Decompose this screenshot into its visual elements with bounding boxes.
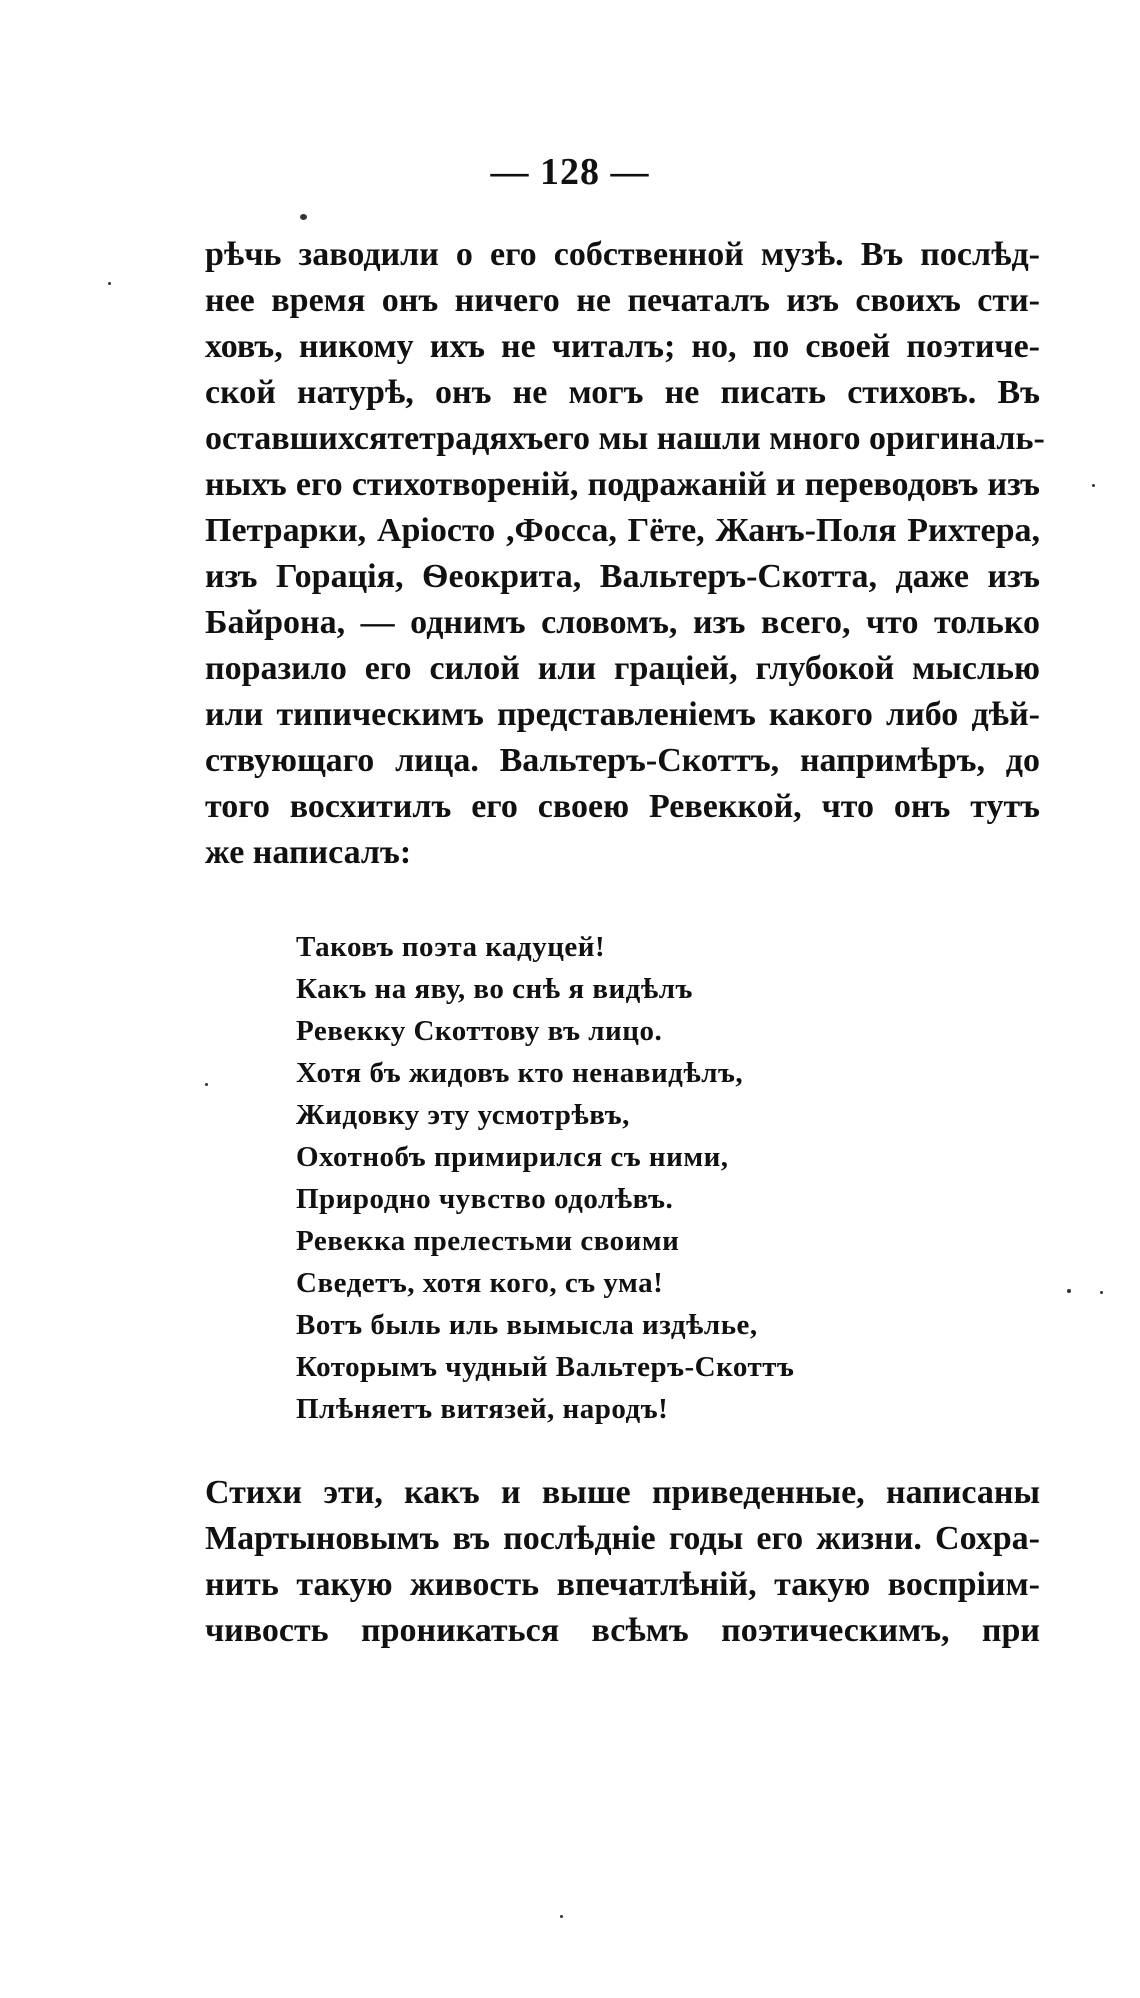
- text-line: или типическимъ представленіемъ какого либо дѣй-: [205, 696, 1040, 733]
- text-line: нить такую живость впечатлѣній, такую воспріим-: [205, 1566, 1040, 1603]
- text-line: поразило его силой или граціей, глубокой мыслью: [205, 650, 1040, 687]
- scan-speck: [1067, 1289, 1071, 1293]
- text-line: ныхъ его стихотвореній, подражаній и переводовъ изъ: [205, 466, 1040, 503]
- text-line: нее время онъ ничего не печаталъ изъ своихъ сти-: [205, 282, 1040, 319]
- poem-verse: Жидовку эту усмотрѣвъ,: [296, 1099, 630, 1131]
- paragraph-bottom: [205, 1470, 1040, 1654]
- text-line: Стихи эти, какъ и выше приведенные, написаны: [205, 1474, 1040, 1511]
- text-line: ствующаго лица. Вальтеръ-Скоттъ, напримѣръ, до: [205, 742, 1040, 779]
- text-line: ховъ, никому ихъ не читалъ; но, по своей поэтиче-: [205, 328, 1040, 365]
- scan-speck: [205, 1083, 208, 1086]
- poem-block: [296, 926, 794, 1430]
- poem-verse: Охотнобъ примирился съ ними,: [296, 1141, 729, 1173]
- text-line: Мартыновымъ въ послѣдніе годы его жизни. Сохра-: [205, 1520, 1040, 1557]
- poem-verse: Ревекку Скоттову въ лицо.: [296, 1015, 663, 1047]
- text-line: рѣчь заводили о его собственной музѣ. Въ послѣд-: [205, 236, 1040, 273]
- poem-verse: Какъ на яву, во снѣ я видѣлъ: [296, 973, 693, 1005]
- text-line: чивость проникаться всѣмъ поэтическимъ, при: [205, 1612, 1040, 1649]
- text-line: же написалъ:: [205, 834, 412, 871]
- poem-verse: Природно чувство одолѣвъ.: [296, 1183, 674, 1215]
- text-line: изъ Горація, Ѳеокрита, Вальтеръ-Скотта, даже изъ: [205, 558, 1040, 595]
- scan-speck: [300, 214, 307, 220]
- scan-speck: [1100, 1291, 1103, 1294]
- poem-verse: Вотъ быль иль вымысла издѣлье,: [296, 1309, 758, 1341]
- poem-verse: Хотя бъ жидовъ кто ненавидѣлъ,: [296, 1057, 744, 1089]
- text-line: оставшихсятетрадяхъего мы нашли много оригиналь-: [205, 420, 1045, 457]
- scan-speck: [108, 282, 111, 285]
- scan-speck: [560, 1915, 563, 1918]
- text-line: Петрарки, Аріосто ,Фосса, Гёте, Жанъ-Поля Рихтера,: [205, 512, 1040, 549]
- text-line: Байрона, — однимъ словомъ, изъ всего, что только: [205, 604, 1040, 641]
- poem-verse: Плѣняетъ витязей, народъ!: [296, 1393, 669, 1425]
- poem-verse: Которымъ чудный Вальтеръ-Скоттъ: [296, 1351, 795, 1383]
- text-line: того восхитилъ его своею Ревеккой, что онъ тутъ: [205, 788, 1040, 825]
- page-number: — 128 —: [490, 151, 650, 193]
- text-line: ской натурѣ, онъ не могъ не писать стиховъ. Въ: [205, 374, 1040, 411]
- poem-verse: Сведетъ, хотя кого, съ ума!: [296, 1267, 664, 1299]
- poem-verse: Таковъ поэта кадуцей!: [296, 931, 606, 963]
- paragraph-top: [205, 232, 1045, 876]
- poem-verse: Ревекка прелестьми своими: [296, 1225, 680, 1257]
- scan-speck: [1092, 484, 1095, 487]
